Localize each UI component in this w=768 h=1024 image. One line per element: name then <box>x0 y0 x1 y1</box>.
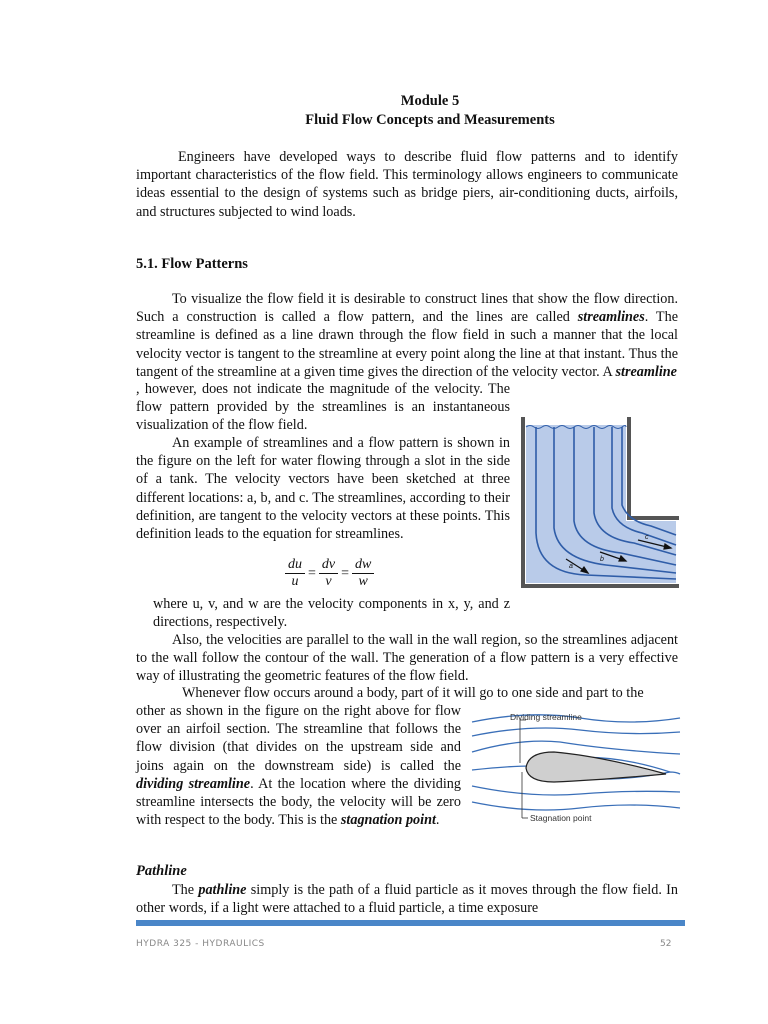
pathline-heading: Pathline <box>136 863 187 879</box>
tank-streamline-figure <box>516 413 682 593</box>
intro-paragraph: Engineers have developed ways to describe fluid flow patterns and to identify important characteristics of the flow field. This terminology allows engineers to communicate ideas essential to the design of systems such as bridge piers, air-conditioning ducts, airfoils, and structures subjected to wind loads. <box>136 149 678 220</box>
vector-label-b: b <box>600 556 604 563</box>
term-dividing-streamline: dividing streamline <box>136 775 251 792</box>
equation-explanation: where u, v, and w are the velocity components in x, y, and z directions, respectively. <box>153 596 510 631</box>
footer-course: HYDRA 325 - HYDRAULICS <box>136 939 265 949</box>
airfoil-streamline-figure <box>470 708 682 826</box>
module-title: Fluid Flow Concepts and Measurements <box>305 112 555 128</box>
flow-patterns-paragraph-3: Also, the velocities are parallel to the wall in the wall region, so the streamlines adjacent to the wall follow the contour of the wall. The generation of a flow pattern is a very effective way of illustrating the geometric features of the flow field. <box>136 632 678 685</box>
term-streamlines: streamlines <box>577 309 645 326</box>
term-streamline: streamline <box>615 363 677 380</box>
module-number: Module 5 <box>400 93 460 109</box>
dividing-streamline-label: Dividing streamline <box>510 712 582 722</box>
pathline-paragraph: The pathline simply is the path of a fluid particle as it moves through the flow field. In other words, if a light were attached to a fluid particle, a time exposure <box>136 882 678 917</box>
streamline-equation: $\frac{du}{u}$ = $\frac{dv}{v}$ = $\frac{dw}{w}$ <box>285 557 374 590</box>
page-number: 52 <box>660 939 672 949</box>
term-stagnation-point: stagnation point <box>340 812 436 829</box>
flow-patterns-paragraph-1-end: , however, does not indicate the magnitude of the velocity. The flow pattern provided by the streamlines is an instantaneous visualization of the flow field. <box>136 381 510 434</box>
vector-label-c: c <box>645 534 649 541</box>
term-pathline: pathline <box>198 882 247 898</box>
stagnation-point-label: Stagnation point <box>530 813 592 823</box>
flow-patterns-paragraph-2: An example of streamlines and a flow pattern is shown in the figure on the left for water flowing through a slot in the side of a tank. The velocity vectors have been sketched at three different locations: a, b, and c. The streamlines, according to their definition, are tangent to the velocity vectors at these points. This definition leads to the equation for streamlines. <box>136 435 510 543</box>
flow-patterns-paragraph-1: To visualize the flow field it is desirable to construct lines that show the flow direction. Such a construction is called a flow pattern, and the lines are called streamlines. The streamline is defined as a line drawn through the flow field in such a manner that the local velocity vector is tangent to the streamline at every point along the line at that instant. Thus the tangent of the streamline at a given time gives the direction of the velocity vector. A streamline <box>136 291 678 380</box>
footer-bar <box>136 920 685 926</box>
vector-label-a: a <box>569 563 573 570</box>
section-heading: 5.1. Flow Patterns <box>136 256 248 272</box>
flow-patterns-paragraph-4: other as shown in the figure on the right above for flow over an airfoil section. The streamline that follows the flow division (that divides on the upstream side and joins again on the downstream side) is called the dividing streamline. At the location where the dividing streamline intersects the body, the velocity will be zero with respect to the body. This is the stagnation point. <box>136 703 461 829</box>
flow-patterns-paragraph-4-start: Whenever flow occurs around a body, part of it will go to one side and part to the <box>182 685 644 701</box>
